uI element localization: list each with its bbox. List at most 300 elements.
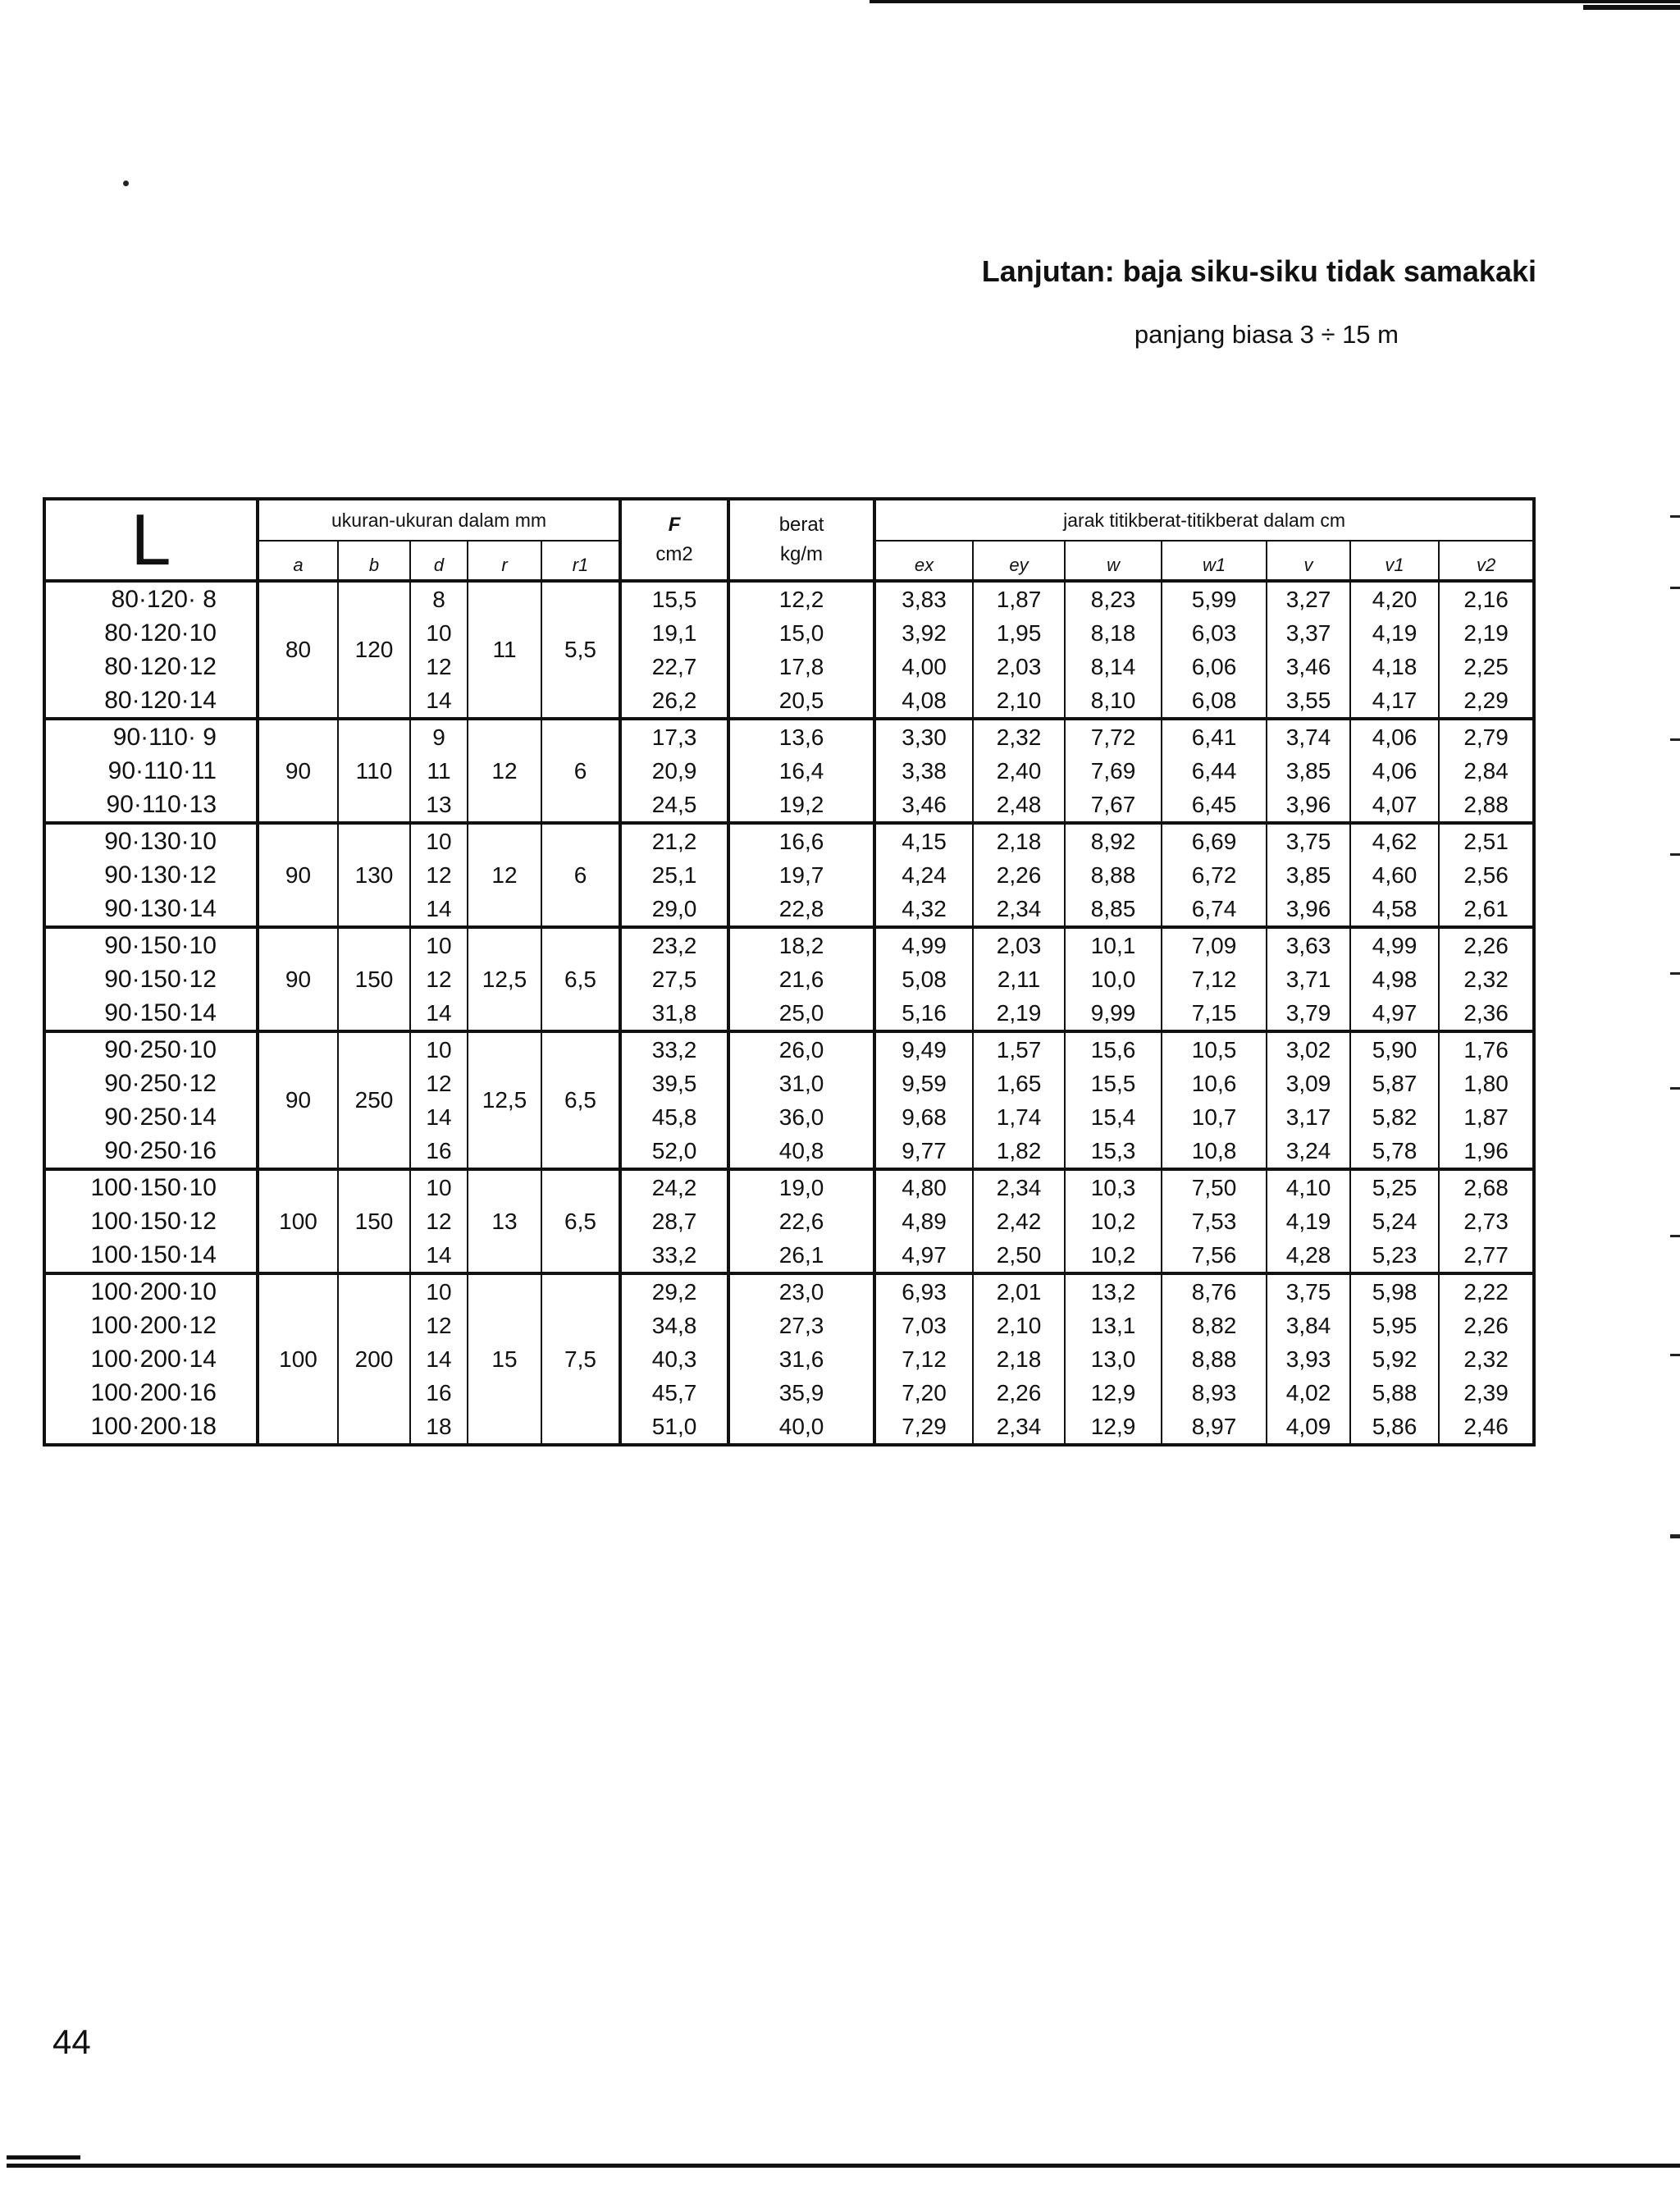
dim-d: 8 bbox=[410, 581, 468, 616]
centroid-w: 8,88 bbox=[1065, 858, 1162, 892]
dims-group-header: ukuran-ukuran dalam mm bbox=[258, 499, 620, 541]
centroid-w1: 7,09 bbox=[1162, 927, 1267, 962]
centroid-w1: 7,56 bbox=[1162, 1238, 1267, 1273]
centroid-v2: 2,25 bbox=[1439, 650, 1534, 683]
dim-r: 12,5 bbox=[468, 1031, 541, 1169]
centroid-w1: 6,72 bbox=[1162, 858, 1267, 892]
centroid-ey: 1,95 bbox=[973, 616, 1065, 650]
centroid-w: 15,6 bbox=[1065, 1031, 1162, 1067]
dim-header-a: a bbox=[258, 541, 338, 581]
table-row bbox=[44, 823, 1534, 858]
centroid-v: 3,75 bbox=[1267, 823, 1350, 858]
weight-header bbox=[728, 499, 874, 581]
margin-mark bbox=[1670, 1354, 1680, 1356]
profile-designation: 90·250·14 bbox=[44, 1100, 258, 1134]
profile-designation: 100·150·10 bbox=[44, 1169, 258, 1204]
centroid-v: 3,85 bbox=[1267, 858, 1350, 892]
centroid-v2: 2,46 bbox=[1439, 1410, 1534, 1445]
weight-value: 26,1 bbox=[728, 1238, 874, 1273]
weight-value: 15,0 bbox=[728, 616, 874, 650]
profile-designation: 80·120· 8 bbox=[44, 581, 258, 616]
dim-r1: 6,5 bbox=[541, 927, 620, 1031]
dim-b: 110 bbox=[338, 719, 410, 823]
centroid-ey: 2,10 bbox=[973, 1309, 1065, 1342]
centroid-v1: 5,24 bbox=[1350, 1204, 1439, 1238]
centroid-ey: 2,18 bbox=[973, 823, 1065, 858]
weight-value: 12,2 bbox=[728, 581, 874, 616]
centroid-header-v: v bbox=[1267, 541, 1350, 581]
centroid-v2: 2,77 bbox=[1439, 1238, 1534, 1273]
centroid-w1: 8,88 bbox=[1162, 1342, 1267, 1376]
area-value: 34,8 bbox=[620, 1309, 728, 1342]
area-value: 29,0 bbox=[620, 892, 728, 927]
centroid-w: 12,9 bbox=[1065, 1410, 1162, 1445]
area-symbol: F bbox=[668, 514, 681, 536]
dim-d: 12 bbox=[410, 1309, 468, 1342]
centroid-header-ey: ey bbox=[973, 541, 1065, 581]
area-value: 22,7 bbox=[620, 650, 728, 683]
bottom-rule bbox=[7, 2164, 1680, 2168]
centroid-w1: 6,03 bbox=[1162, 616, 1267, 650]
profile-designation: 90·130·14 bbox=[44, 892, 258, 927]
table-row bbox=[44, 1273, 1534, 1309]
page-title: Lanjutan: baja siku-siku tidak samakaki bbox=[981, 254, 1536, 288]
centroid-v1: 4,17 bbox=[1350, 683, 1439, 719]
profile-designation: 80·120·12 bbox=[44, 650, 258, 683]
area-value: 33,2 bbox=[620, 1238, 728, 1273]
dim-r1: 6 bbox=[541, 823, 620, 927]
profile-group bbox=[44, 581, 1534, 719]
dim-d: 12 bbox=[410, 858, 468, 892]
centroid-v1: 5,86 bbox=[1350, 1410, 1439, 1445]
profile-group bbox=[44, 1169, 1534, 1273]
profile-designation: 90·130·12 bbox=[44, 858, 258, 892]
weight-value: 13,6 bbox=[728, 719, 874, 754]
dim-header-d: d bbox=[410, 541, 468, 581]
bottom-rule-hook bbox=[7, 2155, 80, 2159]
weight-value: 36,0 bbox=[728, 1100, 874, 1134]
dim-header-r: r bbox=[468, 541, 541, 581]
profile-group bbox=[44, 823, 1534, 927]
margin-mark bbox=[1670, 515, 1680, 518]
weight-value: 18,2 bbox=[728, 927, 874, 962]
centroid-v: 3,24 bbox=[1267, 1134, 1350, 1169]
centroid-v1: 5,25 bbox=[1350, 1169, 1439, 1204]
centroid-v1: 5,87 bbox=[1350, 1067, 1439, 1100]
margin-mark bbox=[1670, 1235, 1680, 1237]
page-subtitle: panjang biasa 3 ÷ 15 m bbox=[1134, 320, 1399, 349]
centroid-v2: 2,56 bbox=[1439, 858, 1534, 892]
table-row bbox=[44, 581, 1534, 616]
centroid-v1: 4,99 bbox=[1350, 927, 1439, 962]
margin-mark bbox=[1670, 587, 1680, 589]
dim-d: 14 bbox=[410, 996, 468, 1031]
centroid-ey: 2,50 bbox=[973, 1238, 1065, 1273]
weight-value: 22,6 bbox=[728, 1204, 874, 1238]
dim-d: 14 bbox=[410, 1100, 468, 1134]
centroid-v: 3,74 bbox=[1267, 719, 1350, 754]
area-value: 20,9 bbox=[620, 754, 728, 788]
centroid-w: 13,2 bbox=[1065, 1273, 1162, 1309]
dim-d: 16 bbox=[410, 1134, 468, 1169]
centroid-ey: 2,34 bbox=[973, 1169, 1065, 1204]
profile-designation: 90·130·10 bbox=[44, 823, 258, 858]
weight-value: 31,6 bbox=[728, 1342, 874, 1376]
centroid-w: 8,85 bbox=[1065, 892, 1162, 927]
centroid-w1: 6,08 bbox=[1162, 683, 1267, 719]
table-row bbox=[44, 1169, 1534, 1204]
centroid-w1: 6,06 bbox=[1162, 650, 1267, 683]
profile-designation: 90·110· 9 bbox=[44, 719, 258, 754]
centroid-ex: 4,00 bbox=[874, 650, 973, 683]
area-value: 52,0 bbox=[620, 1134, 728, 1169]
dim-d: 13 bbox=[410, 788, 468, 823]
dim-r1: 6 bbox=[541, 719, 620, 823]
weight-value: 27,3 bbox=[728, 1309, 874, 1342]
centroid-v: 4,19 bbox=[1267, 1204, 1350, 1238]
centroid-v1: 4,06 bbox=[1350, 754, 1439, 788]
dim-d: 12 bbox=[410, 1204, 468, 1238]
centroid-v1: 5,95 bbox=[1350, 1309, 1439, 1342]
margin-mark bbox=[1670, 1534, 1680, 1538]
centroid-header-w1: w1 bbox=[1162, 541, 1267, 581]
profile-group bbox=[44, 927, 1534, 1031]
centroid-v2: 2,16 bbox=[1439, 581, 1534, 616]
top-border-line-thick bbox=[1583, 5, 1680, 10]
centroid-w1: 5,99 bbox=[1162, 581, 1267, 616]
centroid-v: 4,28 bbox=[1267, 1238, 1350, 1273]
dim-b: 250 bbox=[338, 1031, 410, 1169]
centroid-v1: 4,20 bbox=[1350, 581, 1439, 616]
centroid-v2: 2,39 bbox=[1439, 1376, 1534, 1410]
centroid-v2: 2,84 bbox=[1439, 754, 1534, 788]
area-value: 33,2 bbox=[620, 1031, 728, 1067]
centroid-w: 8,14 bbox=[1065, 650, 1162, 683]
area-value: 15,5 bbox=[620, 581, 728, 616]
centroid-v1: 4,62 bbox=[1350, 823, 1439, 858]
area-value: 31,8 bbox=[620, 996, 728, 1031]
centroid-ey: 2,42 bbox=[973, 1204, 1065, 1238]
profile-designation: 90·110·13 bbox=[44, 788, 258, 823]
centroid-ex: 7,12 bbox=[874, 1342, 973, 1376]
centroid-v2: 2,32 bbox=[1439, 962, 1534, 996]
dim-a: 90 bbox=[258, 719, 338, 823]
dim-r1: 7,5 bbox=[541, 1273, 620, 1445]
dim-d: 10 bbox=[410, 927, 468, 962]
centroid-v: 3,09 bbox=[1267, 1067, 1350, 1100]
centroid-header-v2: v2 bbox=[1439, 541, 1534, 581]
centroid-v: 3,02 bbox=[1267, 1031, 1350, 1067]
centroid-v2: 2,79 bbox=[1439, 719, 1534, 754]
weight-value: 26,0 bbox=[728, 1031, 874, 1067]
steel-angle-table bbox=[43, 497, 1536, 1446]
profile-designation: 90·250·10 bbox=[44, 1031, 258, 1067]
centroid-ey: 2,40 bbox=[973, 754, 1065, 788]
area-value: 19,1 bbox=[620, 616, 728, 650]
area-value: 26,2 bbox=[620, 683, 728, 719]
profile-designation: 80·120·14 bbox=[44, 683, 258, 719]
dim-a: 80 bbox=[258, 581, 338, 719]
centroid-w1: 6,44 bbox=[1162, 754, 1267, 788]
weight-value: 17,8 bbox=[728, 650, 874, 683]
centroid-ex: 7,29 bbox=[874, 1410, 973, 1445]
centroid-w1: 10,8 bbox=[1162, 1134, 1267, 1169]
dim-d: 12 bbox=[410, 962, 468, 996]
centroid-v1: 5,98 bbox=[1350, 1273, 1439, 1309]
centroid-w: 15,4 bbox=[1065, 1100, 1162, 1134]
margin-mark bbox=[1670, 853, 1680, 856]
centroid-w: 10,1 bbox=[1065, 927, 1162, 962]
weight-value: 19,2 bbox=[728, 788, 874, 823]
area-value: 24,2 bbox=[620, 1169, 728, 1204]
centroid-w: 8,23 bbox=[1065, 581, 1162, 616]
profile-group bbox=[44, 719, 1534, 823]
dim-d: 10 bbox=[410, 823, 468, 858]
centroid-ey: 2,26 bbox=[973, 1376, 1065, 1410]
profile-designation: 100·200·18 bbox=[44, 1410, 258, 1445]
dim-d: 12 bbox=[410, 1067, 468, 1100]
centroid-w1: 7,12 bbox=[1162, 962, 1267, 996]
centroid-w: 12,9 bbox=[1065, 1376, 1162, 1410]
centroid-v2: 1,76 bbox=[1439, 1031, 1534, 1067]
dim-r: 13 bbox=[468, 1169, 541, 1273]
centroid-w1: 8,97 bbox=[1162, 1410, 1267, 1445]
area-value: 45,7 bbox=[620, 1376, 728, 1410]
profile-designation: 90·250·16 bbox=[44, 1134, 258, 1169]
weight-value: 21,6 bbox=[728, 962, 874, 996]
centroid-w: 10,2 bbox=[1065, 1204, 1162, 1238]
centroid-ex: 6,93 bbox=[874, 1273, 973, 1309]
dim-d: 14 bbox=[410, 1342, 468, 1376]
top-border-line bbox=[870, 0, 1680, 3]
centroid-ex: 4,97 bbox=[874, 1238, 973, 1273]
centroid-v1: 5,82 bbox=[1350, 1100, 1439, 1134]
table-row bbox=[44, 719, 1534, 754]
weight-value: 40,8 bbox=[728, 1134, 874, 1169]
dim-r: 12 bbox=[468, 719, 541, 823]
centroid-w: 7,69 bbox=[1065, 754, 1162, 788]
centroid-ex: 4,80 bbox=[874, 1169, 973, 1204]
dim-d: 14 bbox=[410, 1238, 468, 1273]
centroid-ey: 2,03 bbox=[973, 650, 1065, 683]
dim-b: 120 bbox=[338, 581, 410, 719]
centroid-ex: 3,46 bbox=[874, 788, 973, 823]
centroid-w: 8,92 bbox=[1065, 823, 1162, 858]
centroid-v2: 2,26 bbox=[1439, 1309, 1534, 1342]
profile-designation: 100·200·14 bbox=[44, 1342, 258, 1376]
dim-r1: 6,5 bbox=[541, 1169, 620, 1273]
centroid-w1: 6,45 bbox=[1162, 788, 1267, 823]
centroid-w: 13,0 bbox=[1065, 1342, 1162, 1376]
dim-r: 12 bbox=[468, 823, 541, 927]
dim-a: 90 bbox=[258, 1031, 338, 1169]
centroid-v: 3,93 bbox=[1267, 1342, 1350, 1376]
profile-designation: 90·150·14 bbox=[44, 996, 258, 1031]
area-value: 51,0 bbox=[620, 1410, 728, 1445]
dim-a: 90 bbox=[258, 823, 338, 927]
area-value: 28,7 bbox=[620, 1204, 728, 1238]
weight-value: 40,0 bbox=[728, 1410, 874, 1445]
margin-mark bbox=[1670, 738, 1680, 741]
centroid-ex: 9,77 bbox=[874, 1134, 973, 1169]
centroid-v1: 4,06 bbox=[1350, 719, 1439, 754]
dim-a: 90 bbox=[258, 927, 338, 1031]
centroid-v: 3,79 bbox=[1267, 996, 1350, 1031]
centroid-ey: 2,32 bbox=[973, 719, 1065, 754]
centroid-ey: 1,57 bbox=[973, 1031, 1065, 1067]
centroid-v2: 2,61 bbox=[1439, 892, 1534, 927]
profile-group bbox=[44, 1273, 1534, 1445]
centroid-v: 3,96 bbox=[1267, 788, 1350, 823]
centroid-ex: 4,15 bbox=[874, 823, 973, 858]
centroid-v2: 2,26 bbox=[1439, 927, 1534, 962]
angle-symbol: L bbox=[44, 499, 258, 581]
centroid-v: 3,63 bbox=[1267, 927, 1350, 962]
centroid-v2: 2,88 bbox=[1439, 788, 1534, 823]
centroid-w: 9,99 bbox=[1065, 996, 1162, 1031]
dim-header-b: b bbox=[338, 541, 410, 581]
centroid-v1: 4,19 bbox=[1350, 616, 1439, 650]
weight-value: 23,0 bbox=[728, 1273, 874, 1309]
area-value: 40,3 bbox=[620, 1342, 728, 1376]
centroid-ex: 9,59 bbox=[874, 1067, 973, 1100]
centroid-ey: 2,11 bbox=[973, 962, 1065, 996]
dim-b: 150 bbox=[338, 1169, 410, 1273]
area-header bbox=[620, 499, 728, 581]
centroid-w: 7,67 bbox=[1065, 788, 1162, 823]
centroid-w: 15,5 bbox=[1065, 1067, 1162, 1100]
area-value: 23,2 bbox=[620, 927, 728, 962]
centroid-w1: 8,82 bbox=[1162, 1309, 1267, 1342]
dim-b: 150 bbox=[338, 927, 410, 1031]
centroid-v2: 2,36 bbox=[1439, 996, 1534, 1031]
area-unit: cm2 bbox=[655, 543, 693, 565]
dim-a: 100 bbox=[258, 1273, 338, 1445]
centroid-w: 10,2 bbox=[1065, 1238, 1162, 1273]
centroid-ex: 7,20 bbox=[874, 1376, 973, 1410]
weight-value: 22,8 bbox=[728, 892, 874, 927]
centroid-w1: 6,74 bbox=[1162, 892, 1267, 927]
centroid-ey: 2,03 bbox=[973, 927, 1065, 962]
centroid-v1: 5,23 bbox=[1350, 1238, 1439, 1273]
dim-a: 100 bbox=[258, 1169, 338, 1273]
area-value: 29,2 bbox=[620, 1273, 728, 1309]
weight-value: 19,7 bbox=[728, 858, 874, 892]
centroid-v: 3,96 bbox=[1267, 892, 1350, 927]
centroid-v1: 5,78 bbox=[1350, 1134, 1439, 1169]
centroid-w1: 8,76 bbox=[1162, 1273, 1267, 1309]
weight-label: berat bbox=[778, 514, 824, 536]
centroid-w1: 10,6 bbox=[1162, 1067, 1267, 1100]
centroid-ex: 9,68 bbox=[874, 1100, 973, 1134]
weight-value: 16,6 bbox=[728, 823, 874, 858]
centroid-v2: 2,73 bbox=[1439, 1204, 1534, 1238]
profile-designation: 90·110·11 bbox=[44, 754, 258, 788]
centroid-w1: 8,93 bbox=[1162, 1376, 1267, 1410]
centroid-w: 8,10 bbox=[1065, 683, 1162, 719]
area-value: 39,5 bbox=[620, 1067, 728, 1100]
weight-value: 31,0 bbox=[728, 1067, 874, 1100]
centroid-v2: 1,80 bbox=[1439, 1067, 1534, 1100]
centroid-ex: 3,30 bbox=[874, 719, 973, 754]
centroid-ey: 2,18 bbox=[973, 1342, 1065, 1376]
centroid-v: 3,46 bbox=[1267, 650, 1350, 683]
profile-designation: 80·120·10 bbox=[44, 616, 258, 650]
dim-header-r1: r1 bbox=[541, 541, 620, 581]
centroid-ey: 2,34 bbox=[973, 892, 1065, 927]
weight-value: 20,5 bbox=[728, 683, 874, 719]
centroid-v1: 4,97 bbox=[1350, 996, 1439, 1031]
centroid-v1: 4,60 bbox=[1350, 858, 1439, 892]
centroid-w: 8,18 bbox=[1065, 616, 1162, 650]
centroid-ey: 2,26 bbox=[973, 858, 1065, 892]
centroid-ey: 1,82 bbox=[973, 1134, 1065, 1169]
profile-designation: 100·150·12 bbox=[44, 1204, 258, 1238]
weight-value: 35,9 bbox=[728, 1376, 874, 1410]
centroid-ex: 3,92 bbox=[874, 616, 973, 650]
centroid-v: 4,02 bbox=[1267, 1376, 1350, 1410]
centroid-w1: 7,15 bbox=[1162, 996, 1267, 1031]
centroid-v2: 1,96 bbox=[1439, 1134, 1534, 1169]
dim-d: 10 bbox=[410, 1169, 468, 1204]
scan-speck bbox=[123, 181, 129, 186]
dim-d: 10 bbox=[410, 1031, 468, 1067]
centroid-v: 4,09 bbox=[1267, 1410, 1350, 1445]
centroid-header-w: w bbox=[1065, 541, 1162, 581]
centroid-v2: 2,29 bbox=[1439, 683, 1534, 719]
profile-designation: 100·200·10 bbox=[44, 1273, 258, 1309]
centroid-ex: 4,08 bbox=[874, 683, 973, 719]
profile-designation: 90·150·10 bbox=[44, 927, 258, 962]
centroid-v: 3,84 bbox=[1267, 1309, 1350, 1342]
margin-mark bbox=[1670, 972, 1680, 975]
margin-mark bbox=[1670, 1087, 1680, 1090]
profile-group bbox=[44, 1031, 1534, 1169]
dim-d: 11 bbox=[410, 754, 468, 788]
dim-b: 130 bbox=[338, 823, 410, 927]
centroid-v1: 4,98 bbox=[1350, 962, 1439, 996]
weight-value: 25,0 bbox=[728, 996, 874, 1031]
area-value: 21,2 bbox=[620, 823, 728, 858]
centroid-ex: 5,16 bbox=[874, 996, 973, 1031]
centroid-v2: 1,87 bbox=[1439, 1100, 1534, 1134]
profile-designation: 90·250·12 bbox=[44, 1067, 258, 1100]
centroid-w: 10,0 bbox=[1065, 962, 1162, 996]
centroid-v1: 5,90 bbox=[1350, 1031, 1439, 1067]
centroid-w: 13,1 bbox=[1065, 1309, 1162, 1342]
centroid-ey: 1,65 bbox=[973, 1067, 1065, 1100]
dim-d: 9 bbox=[410, 719, 468, 754]
centroid-v: 4,10 bbox=[1267, 1169, 1350, 1204]
profile-designation: 90·150·12 bbox=[44, 962, 258, 996]
centroid-v2: 2,51 bbox=[1439, 823, 1534, 858]
dim-r: 15 bbox=[468, 1273, 541, 1445]
centroid-w1: 7,50 bbox=[1162, 1169, 1267, 1204]
centroid-v: 3,37 bbox=[1267, 616, 1350, 650]
dim-r: 11 bbox=[468, 581, 541, 719]
centroid-ex: 4,24 bbox=[874, 858, 973, 892]
area-value: 45,8 bbox=[620, 1100, 728, 1134]
centroid-v2: 2,68 bbox=[1439, 1169, 1534, 1204]
centroid-ex: 4,32 bbox=[874, 892, 973, 927]
centroid-w1: 10,7 bbox=[1162, 1100, 1267, 1134]
centroid-group-header: jarak titikberat-titikberat dalam cm bbox=[874, 499, 1534, 541]
area-value: 25,1 bbox=[620, 858, 728, 892]
dim-d: 14 bbox=[410, 683, 468, 719]
dim-d: 12 bbox=[410, 650, 468, 683]
weight-value: 16,4 bbox=[728, 754, 874, 788]
centroid-ex: 3,38 bbox=[874, 754, 973, 788]
